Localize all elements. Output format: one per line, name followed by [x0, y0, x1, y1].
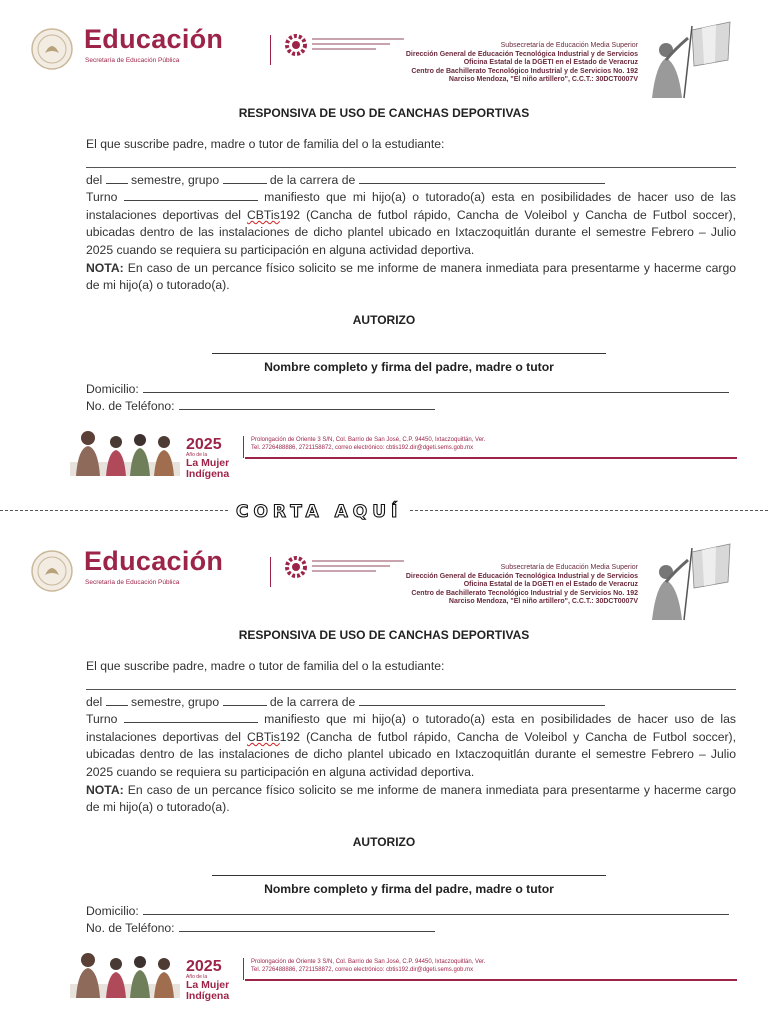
flag-hero-illustration [644, 20, 734, 100]
document-title: RESPONSIVA DE USO DE CANCHAS DEPORTIVAS [238, 106, 530, 120]
inst-line: Oficina Estatal de la DGETI en el Estado de Veracruz [463, 581, 638, 589]
shift-blank[interactable] [124, 189, 258, 201]
intro-text: El que suscribe padre, madre o tutor de familia del o la estudiante: [86, 659, 445, 673]
dgeti-gear-icon [284, 555, 308, 579]
dgeti-gear-icon [284, 33, 308, 57]
body-text-2: 192 (Cancha de futbol rápido, Cancha de Voleibol y Cancha de Futbol soccer), ubicadas dentro de las instalaciones de dicho plantel ubicado en Ixtaczoquitlán durante el semestre Febrero – Julio 2025 cuando se requiera su participación en alguna actividad deportiva. [86, 207, 737, 257]
address-line: Prolongación de Oriente 3 S/N, Col. Barrio de San José, C.P. 94450, Ixtaczoquitlán, Ver. [251, 437, 486, 443]
year-caption: Año de la [186, 452, 208, 458]
document-title: RESPONSIVA DE USO DE CANCHAS DEPORTIVAS [238, 628, 530, 642]
signature-line[interactable] [212, 875, 606, 876]
telefono-blank[interactable] [179, 920, 435, 932]
telefono-field [86, 398, 435, 413]
form-body [86, 658, 736, 817]
year-block [186, 437, 229, 479]
dgeti-wordmark [312, 38, 404, 53]
semester-blank[interactable] [106, 172, 128, 184]
career-blank[interactable] [359, 172, 605, 184]
mexico-seal-icon [30, 549, 74, 593]
address-line: Tel. 2726488886, 2721158872, correo electrónico: cbtis192.dir@dgeti.sems.gob.mx [251, 967, 474, 973]
telefono-blank[interactable] [179, 398, 435, 410]
flag-hero-illustration [644, 542, 734, 622]
semestre-grupo-label: semestre, grupo [131, 172, 220, 187]
carrera-label: de la carrera de [269, 694, 356, 709]
del-label: del [86, 172, 103, 187]
inst-line: Subsecretaría de Educación Media Superior [500, 564, 638, 571]
institution-block [406, 564, 638, 607]
autorizo-label: AUTORIZO [352, 313, 416, 327]
form-body [86, 136, 736, 295]
header-divider [270, 557, 271, 587]
shift-blank[interactable] [124, 711, 258, 723]
cbtis-word: CBTis [247, 207, 280, 222]
student-name-blank[interactable] [86, 676, 736, 690]
year-name-1: La Mujer [186, 457, 230, 469]
domicilio-label: Domicilio: [86, 904, 139, 918]
year-number: 2025 [186, 436, 222, 453]
domicilio-label: Domicilio: [86, 382, 139, 396]
domicilio-blank[interactable] [143, 381, 729, 393]
student-name-blank[interactable] [86, 154, 736, 168]
inst-line: Narciso Mendoza, "El niño artillero", C.C.T.: 30DCT0007V [448, 76, 638, 84]
telefono-label: No. de Teléfono: [86, 399, 175, 413]
group-blank[interactable] [223, 172, 267, 184]
footer-divider [243, 436, 244, 458]
semestre-grupo-label: semestre, grupo [131, 694, 220, 709]
nota-text: En caso de un percance físico solicito se me informe de manera inmediata para presentarme y hacerme cargo de mi hijo(a) o tutorado(a). [86, 260, 737, 293]
address-line: Prolongación de Oriente 3 S/N, Col. Barrio de San José, C.P. 94450, Ixtaczoquitlán, Ver. [251, 959, 486, 965]
autorizo-label: AUTORIZO [352, 835, 416, 849]
edu-subtitle: Secretaría de Educación Pública [85, 579, 180, 586]
semester-blank[interactable] [106, 694, 128, 706]
institution-block [406, 42, 638, 85]
edu-title: Educación [84, 546, 224, 576]
body-text-1: manifiesto que mi hijo(a) o tutorado(a) esta en posibilidades de hacer uso de las instalaciones deportivas del [86, 190, 737, 222]
signature-label: Nombre completo y firma del padre, madre o tutor [264, 882, 554, 896]
footer-bar [245, 979, 737, 981]
year-block [186, 959, 229, 1001]
inst-line: Dirección General de Educación Tecnológica Industrial y de Servicios [405, 572, 638, 580]
telefono-label: No. de Teléfono: [86, 921, 175, 935]
inst-line: Dirección General de Educación Tecnológica Industrial y de Servicios [405, 50, 638, 58]
turno-label: Turno [86, 712, 118, 727]
dgeti-wordmark [312, 560, 404, 575]
cut-label: CORTA AQUÍ [230, 502, 408, 522]
year-name-2: Indígena [186, 467, 230, 480]
year-name-1: La Mujer [186, 979, 230, 991]
nota-text: En caso de un percance físico solicito se me informe de manera inmediata para presentarme y hacerme cargo de mi hijo(a) o tutorado(a). [86, 782, 737, 815]
turno-label: Turno [86, 190, 118, 205]
nota-label: NOTA: [86, 782, 124, 797]
year-number: 2025 [186, 958, 222, 975]
telefono-field [86, 920, 435, 935]
edu-subtitle: Secretaría de Educación Pública [85, 57, 180, 64]
footer-divider [243, 958, 244, 980]
inst-line: Oficina Estatal de la DGETI en el Estado de Veracruz [463, 59, 638, 67]
inst-line: Narciso Mendoza, "El niño artillero", C.C.T.: 30DCT0007V [448, 598, 638, 606]
domicilio-field [86, 903, 729, 918]
footer-bar [245, 457, 737, 459]
intro-text: El que suscribe padre, madre o tutor de familia del o la estudiante: [86, 137, 445, 151]
inst-line: Centro de Bachillerato Tecnológico Industrial y de Servicios No. 192 [411, 589, 638, 597]
carrera-label: de la carrera de [269, 172, 356, 187]
domicilio-field [86, 381, 729, 396]
body-text-2: 192 (Cancha de futbol rápido, Cancha de Voleibol y Cancha de Futbol soccer), ubicadas dentro de las instalaciones de dicho plantel ubicado en Ixtaczoquitlán durante el semestre Febrero – Julio 2025 cuando se requiera su participación en alguna actividad deportiva. [86, 729, 737, 779]
year-name-2: Indígena [186, 989, 230, 1002]
year-caption: Año de la [186, 974, 208, 980]
career-blank[interactable] [359, 694, 605, 706]
mexico-seal-icon [30, 27, 74, 71]
body-text-1: manifiesto que mi hijo(a) o tutorado(a) esta en posibilidades de hacer uso de las instalaciones deportivas del [86, 712, 737, 744]
address-block [251, 958, 485, 974]
inst-line: Centro de Bachillerato Tecnológico Industrial y de Servicios No. 192 [411, 67, 638, 75]
edu-title: Educación [84, 24, 224, 54]
domicilio-blank[interactable] [143, 903, 729, 915]
indigenous-women-illustration [70, 424, 180, 476]
address-block [251, 436, 485, 452]
indigenous-women-illustration [70, 946, 180, 998]
address-line: Tel. 2726488886, 2721158872, correo electrónico: cbtis192.dir@dgeti.sems.gob.mx [251, 445, 474, 451]
group-blank[interactable] [223, 694, 267, 706]
inst-line: Subsecretaría de Educación Media Superior [500, 42, 638, 49]
del-label: del [86, 694, 103, 709]
signature-label: Nombre completo y firma del padre, madre o tutor [264, 360, 554, 374]
signature-line[interactable] [212, 353, 606, 354]
nota-label: NOTA: [86, 260, 124, 275]
header-divider [270, 35, 271, 65]
cbtis-word: CBTis [247, 729, 280, 744]
